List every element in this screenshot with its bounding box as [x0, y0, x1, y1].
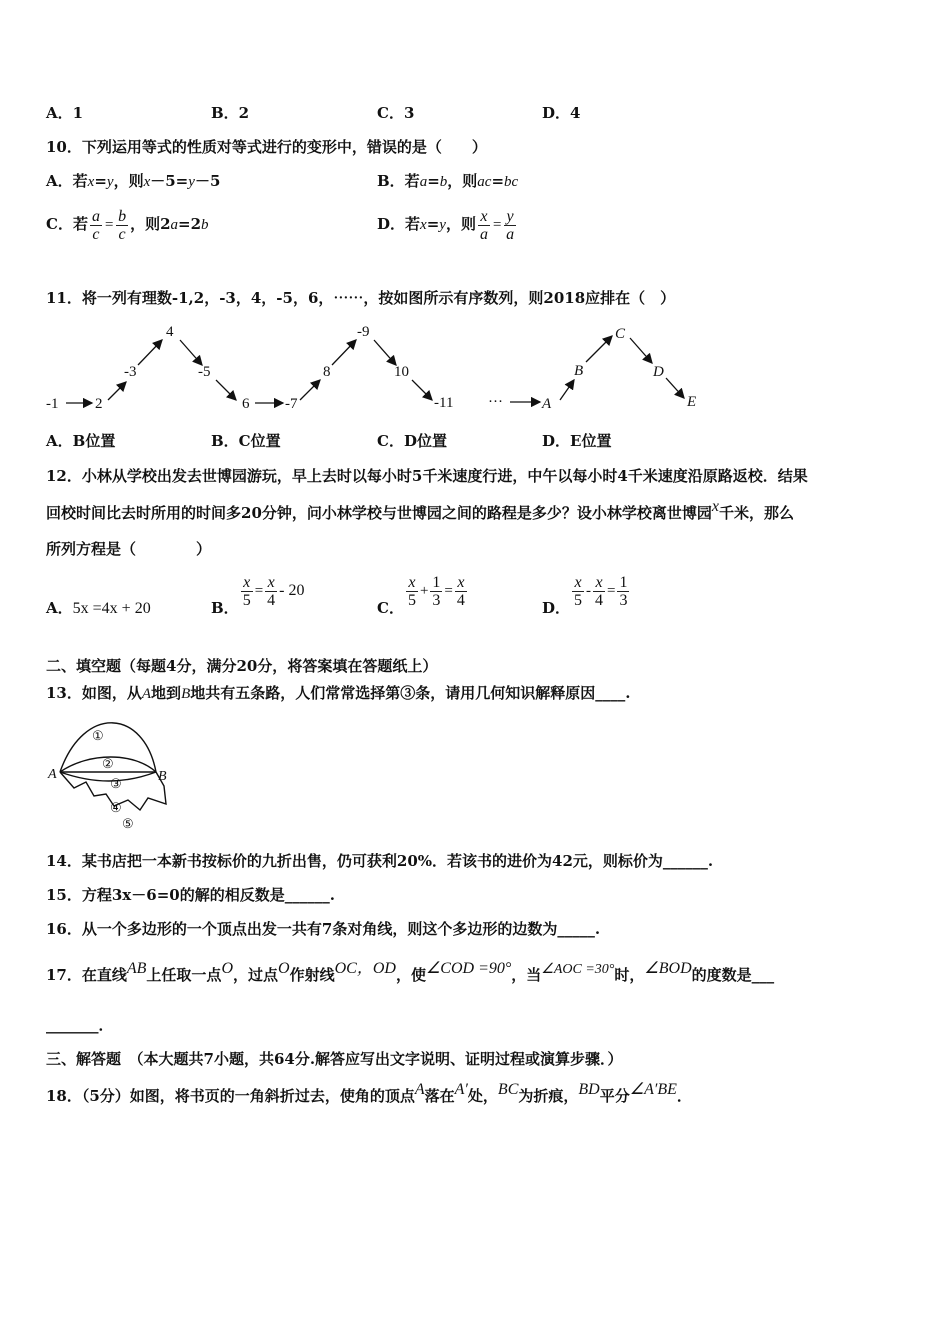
q12-line1: 12．小林从学校出发去世博园游玩，早上去时以每小时5千米速度行进，中午以每小时4千米速度沿原路返校．结果 — [46, 467, 808, 485]
q12-option-b: B． $\frac{x}{5}$ = $\frac{x}{4}$ - 20 — [211, 573, 305, 617]
q12-option-c: C． $\frac{x}{5}$ + $\frac{1}{3}$ = $\frac{x}{4}$ — [377, 573, 465, 617]
section2-heading: 二、填空题（每题4分，满分20分，将答案填在答题纸上） — [46, 657, 438, 675]
q13-paths-figure — [44, 714, 179, 832]
q11-zigzag-figure — [40, 318, 720, 418]
fraction: $\frac{x}{a}$ — [479, 207, 488, 243]
arrow — [560, 380, 574, 400]
q9-option-b: B．2 — [211, 104, 250, 122]
label-D: D — [653, 364, 664, 380]
q11-stem: 11．将一列有理数-1,2，-3，4，-5，6，⋯⋯，按如图所示有序数列，则2018应排在（ ） — [46, 289, 676, 307]
label-C: C — [615, 326, 626, 342]
q10-option-b: B．若a=b，则ac=bc — [377, 172, 519, 190]
fraction: $\frac{x}{4}$ — [595, 573, 604, 609]
fraction: $\frac{x}{5}$ — [242, 573, 251, 609]
fraction: $\frac{a}{c}$ — [91, 207, 100, 243]
q12-line3: 所列方程是（ ） — [46, 540, 212, 558]
arrow — [374, 340, 396, 365]
q14: 14．某书店把一本新书按标价的九折出售，仍可获利20%．若该书的进价为42元，则标价为______. — [46, 852, 714, 870]
label-neg5: -5 — [198, 364, 211, 380]
label-circle-2: ② — [102, 756, 114, 771]
label-B: B — [158, 769, 167, 784]
label-neg9: -9 — [357, 324, 370, 340]
label-neg7: -7 — [285, 396, 298, 412]
arrow — [180, 340, 202, 365]
q10-option-a: A．若x=y，则x－5=y－5 — [46, 172, 221, 190]
q11-option-b: B．C位置 — [211, 432, 281, 450]
arrow — [412, 380, 432, 400]
q10-option-c: C．若 $\frac{a}{c}$ = $\frac{b}{c}$ ，则2a=2b — [46, 207, 209, 243]
arrow — [216, 380, 236, 400]
label-circle-1: ① — [92, 728, 104, 743]
fraction: $\frac{1}{3}$ — [619, 573, 628, 609]
q18: 18．（5分）如图，将书页的一角斜折过去，使角的顶点A落在A′处，BC为折痕，BD平分∠A′BE． — [46, 1081, 692, 1105]
arrow — [138, 340, 162, 365]
q15: 15．方程3x－6=0的解的相反数是______. — [46, 886, 335, 904]
q11-option-c: C．D位置 — [377, 432, 447, 450]
arrow — [332, 340, 356, 365]
path-2b — [60, 772, 156, 781]
q16: 16．从一个多边形的一个顶点出发一共有7条对角线，则这个多边形的边数为_____. — [46, 920, 601, 938]
q9-option-a: A．1 — [46, 104, 84, 122]
arrow — [300, 380, 320, 400]
q12-option-a: A．5x =4x + 20 — [46, 599, 151, 617]
arrow — [630, 338, 652, 363]
q17-line2: _______． — [46, 1016, 114, 1034]
arrow — [108, 382, 126, 400]
label-neg11: -11 — [434, 395, 454, 411]
label-4: 4 — [166, 324, 174, 340]
label-A: A — [48, 767, 57, 782]
label-neg1: -1 — [46, 396, 59, 412]
q12-option-d: D． $\frac{x}{5}$ - $\frac{x}{4}$ = $\frac{1}{3}$ — [542, 573, 628, 617]
fraction: $\frac{1}{3}$ — [432, 573, 441, 609]
q10-stem: 10．下列运用等式的性质对等式进行的变形中，错误的是（ ） — [46, 138, 487, 156]
fraction: $\frac{x}{5}$ — [407, 573, 416, 609]
label-2: 2 — [95, 396, 103, 412]
label-B: B — [574, 363, 584, 379]
label-10: 10 — [394, 364, 409, 380]
fraction: $\frac{x}{5}$ — [574, 573, 583, 609]
q10-option-d: D．若x=y，则 $\frac{x}{a}$ = $\frac{y}{a}$ — [377, 207, 515, 243]
q17-line1: 17．在直线AB上任取一点O，过点O作射线OC，OD，使∠COD =90°，当∠AOC =30°时，∠BOD的度数是___ — [46, 960, 775, 984]
fraction: $\frac{x}{4}$ — [267, 573, 276, 609]
label-E: E — [687, 394, 697, 410]
arrow — [666, 378, 684, 398]
q9-option-d: D．4 — [542, 104, 581, 122]
q12-line2: 回校时间比去时所用的时间多20分钟，问小林学校与世博园之间的路程是多少？设小林学校离世博园x千米，那么 — [46, 498, 795, 522]
fraction: $\frac{x}{4}$ — [456, 573, 465, 609]
arrow — [586, 336, 612, 362]
label-6: 6 — [242, 396, 250, 412]
label-neg3: -3 — [124, 364, 137, 380]
section3-heading: 三、解答题 （本大题共7小题，共64分.解答应写出文字说明、证明过程或演算步骤．） — [46, 1050, 623, 1068]
label-circle-5: ⑤ — [122, 816, 134, 831]
q9-option-c: C．3 — [377, 104, 415, 122]
q11-option-a: A．B位置 — [46, 432, 116, 450]
q13-stem: 13．如图，从A地到B地共有五条路，人们常常选择第③条，请用几何知识解释原因____. — [46, 684, 631, 702]
label-8: 8 — [323, 364, 331, 380]
q11-option-d: D．E位置 — [542, 432, 612, 450]
label-circle-4: ④ — [110, 800, 122, 815]
label-circle-3: ③ — [110, 776, 122, 791]
label-A: A — [542, 396, 552, 412]
label-ellipsis: ··· — [488, 394, 503, 410]
fraction: $\frac{b}{c}$ — [118, 207, 127, 243]
fraction: $\frac{y}{a}$ — [506, 207, 515, 243]
